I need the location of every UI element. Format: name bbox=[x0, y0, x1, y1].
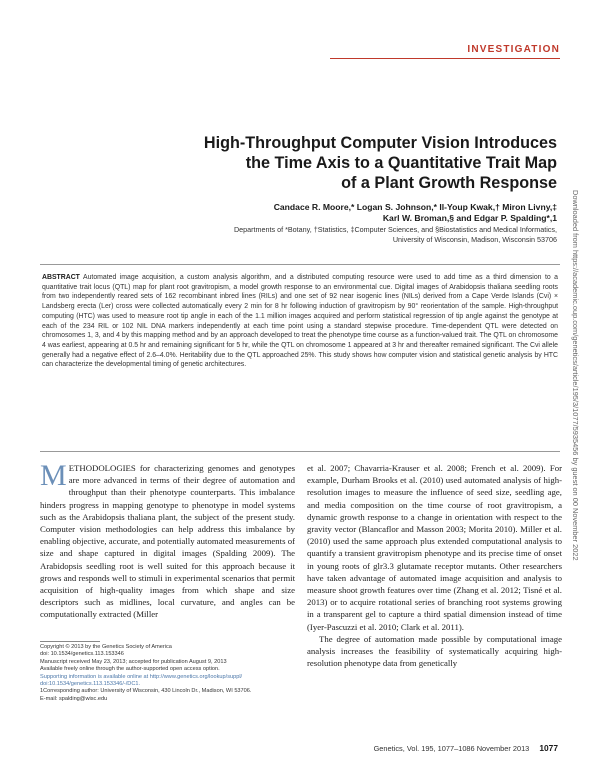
journal-citation: Genetics, Vol. 195, 1077–1086 November 2013 bbox=[373, 744, 530, 753]
author-line: Candace R. Moore,* Logan S. Johnson,* Il-Youp Kwak,† Miron Livny,‡ bbox=[273, 202, 557, 212]
body-paragraph: et al. 2007; Chavarria-Krauser et al. 2008; French et al. 2009). For example, Durham Brooks et al. (2010) used automated analysis of high-resolution images to measure the influence of seed size, seedling age, and media composition on the time course of root gravitropism, a dynamic growth response to a change in orientation with respect to the gravity vector (Blancaflor and Masson 2003; Morita 2010). Miller et al. (2010) used the same approach plus extended computational analysis to quantify a transient gravitropism phenotype and its precise time of onset in young roots of glr3.3 glutamate receptor mutants. Other researchers have taken advantage of automated image acquisition and analysis to measure shoot growth features over time (Zhang et al. 2012; Tisné et al. 2013) or to acquire rotational series of branching root systems growing in a transparent gel to capture a third spatial dimension instead of time (Iyer-Pascuzzi et al. 2010; Clark et al. 2011). bbox=[307, 463, 562, 632]
page-number: 1077 bbox=[539, 743, 558, 753]
abstract-text: Automated image acquisition, a custom analysis algorithm, and a distributed computing resource were used to add time as a third dimension to a quantitative trait locus (QTL) map for plant root gravitropism, a model growth response to an environmental cue. Digital images of Arabidopsis thaliana seedling roots from two independently reared sets of 162 recombinant inbred lines (RILs) and one set of 92 near isogenic lines (NILs) derived from a Cape Verde Islands (Cvi) × Landsberg erecta (Ler) cross were collected automatically every 2 min for 8 hr following induction of gravitropism by 90° reorientation of the sample. High-throughput computing (HTC) was used to measure root tip angle in each of the 1.1 million images acquired and perform statistical regression of tip angle against the genotype at each of the 234 RIL or 102 NIL DNA markers independently at each time point using a standard stepwise procedure. Time-dependent QTL were detected on chromosomes 1, 3, and 4 by this mapping method and by an approach developed to treat the phenotype time course as a function-valued trait. The QTL on chromosome 4 was earliest, appearing at 0.5 hr and remaining significant for 5 hr, while the QTL on chromosome 1 appeared at 3 hr and thereafter remained significant. The Cvi allele generally had a negative effect of 2.6–4.0%. Heritability due to the QTL approached 25%. This study shows how computer vision and statistical genetic analysis by HTC can characterize the developmental timing of genetic architectures. bbox=[42, 274, 558, 369]
article-title bbox=[120, 133, 557, 193]
author-email: E-mail: spalding@wisc.edu bbox=[40, 695, 108, 702]
author-line: Karl W. Broman,§ and Edgar P. Spalding*,1 bbox=[382, 213, 557, 223]
supporting-info-link[interactable]: Supporting information is available online at http://www.genetics.org/lookup/suppl/ bbox=[40, 673, 243, 680]
abstract bbox=[42, 273, 558, 370]
body-paragraph: The degree of automation made possible by computational image analysis increases the feasibility of systematically acquiring high-resolution phenotype data from genetically bbox=[307, 633, 562, 669]
title-line: the Time Axis to a Quantitative Trait Map bbox=[245, 154, 557, 172]
footnotes bbox=[40, 644, 300, 703]
copyright-line: Copyright © 2013 by the Genetics Society of America bbox=[40, 644, 172, 650]
author-list bbox=[240, 202, 557, 224]
drop-cap: M bbox=[40, 462, 67, 492]
title-line: of a Plant Growth Response bbox=[341, 174, 557, 192]
body-paragraph: ETHODOLOGIES for characterizing genomes and genotypes are more advanced in terms of their degree of automation and throughput than their phenotype counterparts. This imbalance hinders progress in mapping genotype to phenotype in model systems such as the Arabidopsis thaliana plant, the subject of the present study. Computer vision methodologies can help address this imbalance by enabling objective, accurate, and potentially automated measurements of size and shape captured in digital images (Spalding 2009). The Arabidopsis seedling root is well suited for this approach because it grows and responds well to stimuli in experimental scenarios that permit acquisition of high-quality images from which shape and size descriptors such as midlines, local curvature, and angles can be computationally extracted (Miller bbox=[40, 463, 295, 620]
section-divider bbox=[330, 58, 560, 59]
affiliation-line: University of Wisconsin, Madison, Wisconsin 53706 bbox=[392, 235, 557, 244]
body-column-left bbox=[40, 462, 295, 638]
footnote-divider bbox=[40, 641, 100, 642]
manuscript-dates: Manuscript received May 23, 2013; accepted for publication August 9, 2013 bbox=[40, 658, 227, 665]
title-line: High-Throughput Computer Vision Introduces bbox=[203, 134, 557, 152]
page-footer bbox=[300, 743, 558, 753]
open-access-note: Available freely online through the author-supported open access option. bbox=[40, 666, 220, 673]
abstract-label: ABSTRACT bbox=[42, 274, 80, 281]
doi-line: doi: 10.1534/genetics.113.153346 bbox=[40, 651, 124, 658]
download-watermark bbox=[570, 190, 582, 590]
body-column-right bbox=[307, 462, 562, 760]
section-label: INVESTIGATION bbox=[467, 44, 560, 55]
corresponding-author: 1Corresponding author: University of Wisconsin, 430 Lincoln Dr., Madison, WI 53706. bbox=[40, 688, 252, 695]
supporting-info-doi-link[interactable]: doi:10.1534/genetics.113.153346/-/DC1. bbox=[40, 681, 141, 688]
download-note: Downloaded from https://academic.oup.com/genetics/article/195/3/1077/5935456 by guest on 00 November 2022 bbox=[571, 190, 580, 561]
affiliations bbox=[210, 225, 557, 245]
affiliation-line: Departments of *Botany, †Statistics, ‡Computer Sciences, and §Biostatistics and Medical Informatics, bbox=[233, 225, 557, 234]
